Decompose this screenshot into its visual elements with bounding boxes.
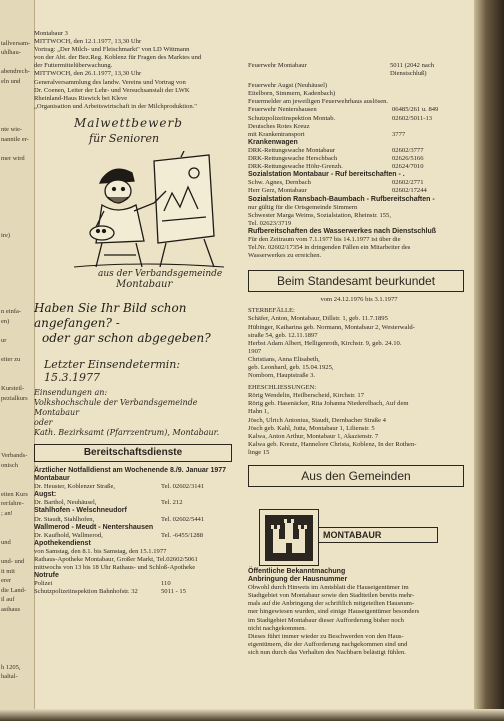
- montabaur-label: MONTABAUR: [318, 527, 438, 543]
- sterbe-line: Herbst Adam Albert, Helligenroth, Kirchstr. 9, geb. 24.10.: [248, 339, 402, 347]
- feuer-row: Feuerwehr Nentershausen 06485/261 u. 849: [248, 106, 439, 114]
- apo-line: von Samstag, den 8.1. bis Samstag, den 15.1.1977: [34, 547, 167, 555]
- hand-line-2: angefangen? -: [34, 315, 120, 330]
- sterbe-heading: STERBEFÄLLE:: [248, 307, 295, 315]
- apo-heading: Apothekendienst: [34, 539, 91, 547]
- spine-fragment: rerfahre-: [1, 500, 24, 508]
- sterbe-line: geb. Leonhard, geb. 15.04.1925,: [248, 364, 334, 371]
- bekannt-line: Obwohl durch Hinweis im Amtsblatt die Hauseigentümer im: [248, 584, 409, 592]
- apo-line: mittwochs von 13 bis 18 Uhr Rathaus- und Schloß-Apotheke: [34, 564, 196, 572]
- augst-row: Dr. Barthol, Neuhäusel, Tel. 212: [34, 499, 183, 507]
- kw-row: DRK-Rettungswache Höhr-Grenzh. 02624/7010: [248, 163, 424, 171]
- bekannt-sub: Anbringung der Hausnummer: [248, 576, 348, 584]
- sterbe-line: 1907: [248, 347, 262, 355]
- bekannt-line: Dieses führt immer wieder zu Beschwerden von den Haus-: [248, 632, 404, 640]
- gemeinden-title: Aus den Gemeinden: [248, 465, 464, 487]
- spine-fragment: eiter zu: [1, 356, 21, 364]
- spine-fragment: mer wird: [1, 154, 25, 162]
- bekannt-heading: Öffentliche Bekanntmachung: [248, 568, 346, 575]
- sterbe-line: Christians, Anna Elisabeth,: [248, 355, 320, 363]
- drawing-area: [34, 111, 239, 269]
- spine-fragment: die Land-: [1, 586, 27, 594]
- feuer-line: Eitelborn, Simmern, Kadenbach): [248, 90, 336, 98]
- arzt-heading: Ärztlicher Notfalldienst am Wochenende 8./9. Januar 1977: [34, 466, 227, 474]
- spine-fragment: haltal-: [1, 673, 18, 681]
- arzt-row: Dr. Heuster, Koblenzer Straße, Tel. 02602/3141: [34, 483, 205, 491]
- sterbe-line: Schäfer, Anton, Montabaur, Dillstr. 1, geb. 11.7.1895: [248, 315, 388, 323]
- spine-fragment: h 1205,: [1, 663, 21, 671]
- feuer-line: Feuermelder am jeweiligen Feuerwehrhaus auslösen.: [248, 98, 389, 106]
- krankenwagen-heading: Krankenwagen: [248, 138, 298, 146]
- event-line: Vortrag: „Der Milch- und Fleischmarkt" von LD Wittmann: [34, 46, 190, 54]
- spine-fragment: tallversam-: [1, 39, 31, 47]
- standesamt-range: vom 24.12.1976 bis 3.1.1977: [320, 296, 398, 304]
- send-to-line: oder: [34, 417, 53, 427]
- send-to-line: Einsendungen an:: [34, 387, 108, 397]
- montabaur-header: Montabaur 3: [34, 30, 68, 37]
- sozialstation-ransbach-heading: Sozialstation Ransbach-Baumbach - Rufbereitschaften -: [248, 195, 435, 203]
- spine-fragment: ; an!: [1, 510, 13, 517]
- spine-fragment: en): [1, 318, 10, 325]
- spine-fragment: pezialkurs: [1, 394, 28, 402]
- bekannt-line: sich nun durch das Verhalten des Nachbarn belästigt fühlen.: [248, 648, 406, 656]
- ehe-line: Kalwa, Anton Arthur, Montabaur 1, Akazienstr. 7: [248, 432, 379, 440]
- event-line: Generalversammlung des landw. Vereins und Vortrag von: [34, 78, 186, 86]
- stahl-heading: Stahlhofen - Welschneudorf: [34, 507, 127, 515]
- wasser-line: Wasserwerkes zu erreichen.: [248, 252, 322, 260]
- sozm-row: Schw. Agnes, Dernbach 02602/2771: [248, 179, 424, 187]
- send-to-line: Volkshochschule der Verbandsgemeinde Montabaur: [34, 397, 198, 417]
- waller-heading: Wallmerod - Meudt - Nentershausen: [34, 523, 154, 531]
- event-line: von der Abt. der Bez.Reg. Koblenz für Fragen des Marktes und: [34, 54, 202, 62]
- ehe-line: Rörig Wendelin, Heilberscheid, Kirchstr. 17: [248, 392, 364, 400]
- spine-fragment: abendrech-: [1, 68, 30, 76]
- standesamt-title: Beim Standesamt beurkundet: [248, 270, 464, 292]
- ehe-line: Kalwa geb. Kreutz, Hannelore Christa, Koblenz, In der Rothen-: [248, 440, 417, 448]
- kw-row: DRK-Rettungswache Montabaur 02602/3777: [248, 146, 424, 154]
- sozm-row: Herr Gerz, Montabaur 02602/17244: [248, 187, 427, 195]
- event-line: Dr. Coenen, Leiter der Lehr- und Versuchsanstalt der LWK: [34, 86, 190, 94]
- bekanntmachung: [248, 568, 470, 657]
- sozr-line: Schwester Marga Weims, Sozialstation, Rheinstr. 155,: [248, 211, 391, 219]
- ehe-heading: EHESCHLIESSUNGEN:: [248, 384, 317, 392]
- painter-illustration: [74, 151, 224, 269]
- feuer-row: mit Krankentransport 3777: [248, 130, 406, 138]
- feuerwehr-row: Feuerwehr Montabaur 5011 (2042 nach Dienstschluß): [248, 62, 435, 78]
- ehe-line: Hahn 1,: [248, 408, 269, 416]
- notruf-row: Polizei 110: [34, 580, 171, 588]
- event-line: MITTWOCH, den 26.1.1977, 13,30 Uhr: [34, 70, 142, 78]
- augst-heading: Augst:: [34, 491, 57, 499]
- hand-line-1: Haben Sie Ihr Bild schon: [34, 300, 187, 315]
- notrufe-heading: Notrufe: [34, 572, 59, 580]
- sterbe-line: straße 54, geb. 12.11.1897: [248, 331, 318, 339]
- spine-fragment: eln und: [1, 78, 21, 85]
- events-list: [34, 38, 239, 111]
- event-line: Rheinland-Haus Riswick bei Kleve: [34, 94, 128, 102]
- sozr-line: Tel. 02623/3719: [248, 219, 292, 227]
- page-bottom-shadow: [0, 709, 504, 721]
- waller-row: Dr. Kaufhold, Wallmerod, Tel. -6455/1288: [34, 531, 204, 539]
- bekannt-line: eigentümern, die der Aufforderung nachgekommen sind und: [248, 640, 408, 648]
- drawing-title-2: für Senioren: [89, 131, 160, 145]
- feuer-line: Feuerwehr Augst (Neuhäusel): [248, 82, 328, 90]
- event-line: der Futtermittelüberwachung.: [34, 62, 113, 70]
- spine-fragment: il auf: [1, 596, 15, 604]
- drawing-title-1: Malwettbewerb: [74, 115, 183, 130]
- castle-icon: [265, 515, 313, 561]
- spine-fragment: n einfa-: [1, 308, 22, 316]
- drawing-caption-2: Montabaur: [116, 278, 173, 290]
- spine-fragment: erer: [1, 577, 12, 585]
- hand-line-3: oder gar schon abgegeben?: [42, 330, 211, 345]
- wasser-line: Für den Zeitraum vom 7.1.1977 bis 14.1.1977 ist über die: [248, 235, 401, 243]
- spine-fragment: nte wie-: [1, 126, 23, 133]
- left-column: [34, 30, 239, 596]
- sozr-line: nur gültig für die Ortsgemeinde Simmern: [248, 203, 358, 211]
- spine-fragment: Verbands-: [1, 452, 28, 460]
- spine-fragment: und: [1, 538, 11, 546]
- wasser-line: Tel.Nr. 02602/17354 in dringenden Fällen ein Mitarbeiter des: [248, 244, 411, 252]
- sterbe-line: Hübinger, Katharina geb. Normann, Montabaur 2, Westerwald-: [248, 323, 415, 331]
- spine-fragment: it mit: [1, 567, 15, 575]
- right-column: [248, 62, 470, 487]
- page-edge-shadow: [474, 0, 504, 721]
- ehe-line: Rörig geb. Hasenäcker, Rita Johanna Niederelbach, Auf dem: [248, 400, 409, 408]
- spine-fragment: onisch: [1, 462, 18, 469]
- send-to-line: Kath. Bezirksamt (Pfarrzentrum), Montabaur.: [34, 427, 220, 437]
- montabaur-coat-of-arms: [259, 509, 319, 566]
- bereitschaft-title: Bereitschaftsdienste: [34, 444, 232, 462]
- bekannt-line: mer hingewiesen wurden, sind einige Hauseigentümer besonders: [248, 608, 420, 616]
- drawing-caption-1: aus der Verbandsgemeinde: [98, 268, 223, 279]
- kw-row: DRK-Rettungswache Herschbach 02626/5166: [248, 155, 424, 163]
- sterbe-line: Nomborn, Hauptstraße 3.: [248, 372, 316, 380]
- ehe-line: linge 15: [248, 448, 270, 456]
- bekannt-line: nicht nachgekommen.: [248, 624, 307, 632]
- event-line: MITTWOCH, den 12.1.1977, 13,30 Uhr: [34, 38, 142, 46]
- stahl-row: Dr. Staudt, Stahlhofen, Tel. 02602/5441: [34, 515, 205, 523]
- ehe-line: Jösch geb. Kahl, Jutta, Montabaur 1, Liliensir. 5: [248, 424, 375, 432]
- spine-fragment: eiten Kurs: [1, 490, 28, 498]
- spine-fragment: Kursteil-: [1, 385, 25, 393]
- feuer-row: Deutsches Rotes Kreuz: [248, 122, 310, 130]
- spine-fragment: ire): [1, 231, 11, 239]
- spine-fragment: nanntle er-: [1, 135, 29, 143]
- arzt-sub: Montabaur: [34, 475, 70, 483]
- ehe-line: Jösch, Ulrich Antonius, Staudt, Dernbacher Straße 4: [248, 416, 386, 424]
- spine-fragment: ur: [1, 337, 7, 345]
- previous-page-edge: [0, 0, 35, 721]
- event-line: „Organisation und Arbeitswirtschaft in der Milchproduktion.": [34, 102, 197, 110]
- spine-fragment: uhlhau-: [1, 49, 21, 57]
- feuer-row: Schutzpolizeiinspektion Montab. 02602/5011-13: [248, 114, 433, 122]
- bekannt-line: im Stadtgebiet Montabaur dieser Aufforderung bisher noch: [248, 616, 404, 624]
- apo-line: Rathaus-Apotheke Montabaur, Großer Markt, Tel.02602/5061: [34, 555, 198, 563]
- sozialstation-montabaur-heading: Sozialstation Montabaur - Ruf bereitschaften - .: [248, 171, 405, 179]
- bekannt-line: mals auf die Anbringung der schriftlich mitgeteilten Hausnum-: [248, 600, 415, 608]
- spine-fragment: asthaus: [1, 606, 21, 613]
- bekannt-line: Stadtgebiet von Montabaur sowie den Stadtteilen bereits mehr-: [248, 592, 415, 600]
- spine-fragment: und- und: [1, 558, 25, 565]
- notruf-row: Schutzpolizeiinspektion Bahnhofstr. 32 5011 - 15: [34, 588, 187, 596]
- wasserwerk-heading: Rufbereitschaften des Wasserwerkes nach Dienstschluß: [248, 227, 437, 235]
- deadline: Letzter Einsendetermin: 15.3.1977: [44, 357, 181, 384]
